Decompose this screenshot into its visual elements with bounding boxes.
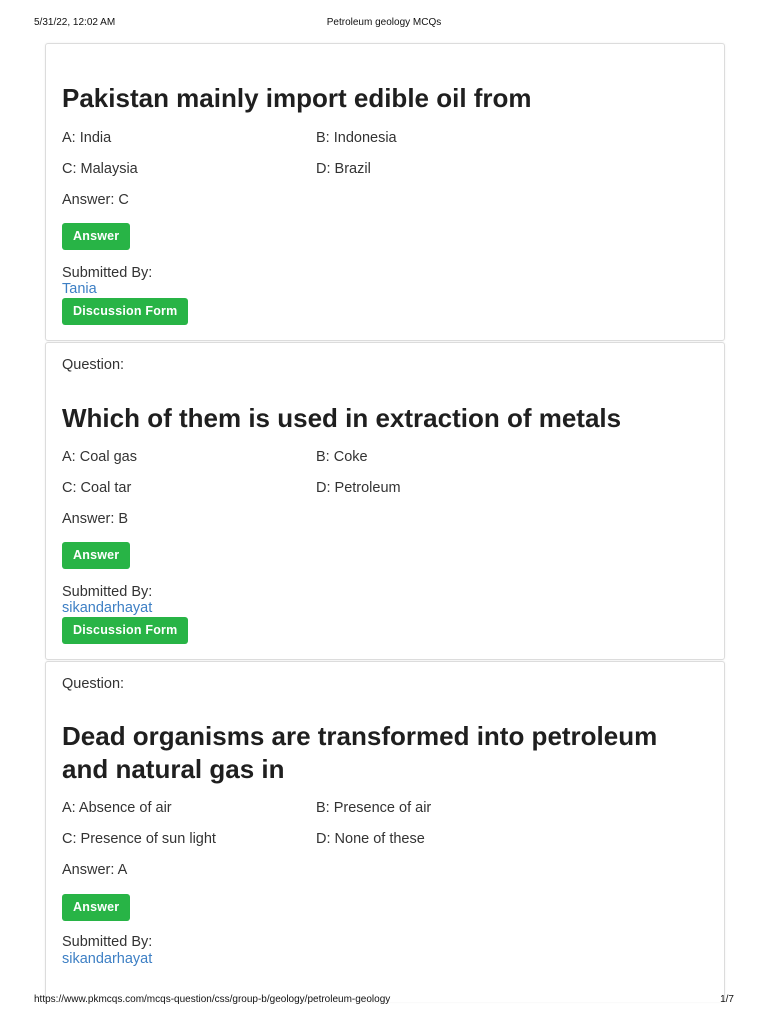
discussion-form-button[interactable]: Discussion Form (62, 298, 188, 325)
question-title: Dead organisms are transformed into petroleum and natural gas in (62, 721, 658, 784)
option-d: D: None of these (316, 831, 425, 847)
discussion-form-button[interactable]: Discussion Form (62, 617, 188, 644)
submitted-by-label: Submitted By: (62, 584, 153, 600)
print-datetime: 5/31/22, 12:02 AM (34, 17, 116, 28)
option-c: C: Coal tar (62, 480, 132, 496)
option-c: C: Presence of sun light (62, 831, 216, 847)
question-card (45, 43, 725, 341)
print-doc-title: Petroleum geology MCQs (326, 17, 442, 28)
option-b: B: Indonesia (316, 130, 397, 146)
print-footer (34, 994, 734, 1008)
print-url: https://www.pkmcqs.com/mcqs-question/css/group-b/geology/petroleum-geology (34, 994, 391, 1005)
question-label: Question: (62, 676, 125, 692)
submitted-by-label: Submitted By: (62, 265, 153, 281)
answer-text: Answer: B (62, 511, 129, 527)
question-title: Which of them is used in extraction of metals (62, 403, 622, 433)
submitter-link[interactable]: Tania (62, 281, 97, 297)
question-card (45, 342, 725, 660)
submitted-by-label: Submitted By: (62, 934, 153, 950)
option-b: B: Presence of air (316, 800, 432, 816)
answer-button[interactable]: Answer (62, 542, 130, 569)
answer-text: Answer: C (62, 192, 129, 208)
option-c: C: Malaysia (62, 161, 138, 177)
answer-button[interactable]: Answer (62, 894, 130, 921)
answer-text: Answer: A (62, 862, 128, 878)
page-number: 1/7 (720, 994, 734, 1005)
option-a: A: India (62, 130, 112, 146)
option-b: B: Coke (316, 449, 368, 465)
answer-button[interactable]: Answer (62, 223, 130, 250)
option-a: A: Coal gas (62, 449, 137, 465)
question-label: Question: (62, 357, 125, 373)
submitter-link[interactable]: sikandarhayat (62, 600, 153, 616)
question-title: Pakistan mainly import edible oil from (62, 83, 532, 113)
submitter-link[interactable]: sikandarhayat (62, 951, 153, 967)
question-card (45, 661, 725, 1002)
option-d: D: Brazil (316, 161, 371, 177)
print-header (34, 17, 734, 31)
option-a: A: Absence of air (62, 800, 172, 816)
option-d: D: Petroleum (316, 480, 401, 496)
